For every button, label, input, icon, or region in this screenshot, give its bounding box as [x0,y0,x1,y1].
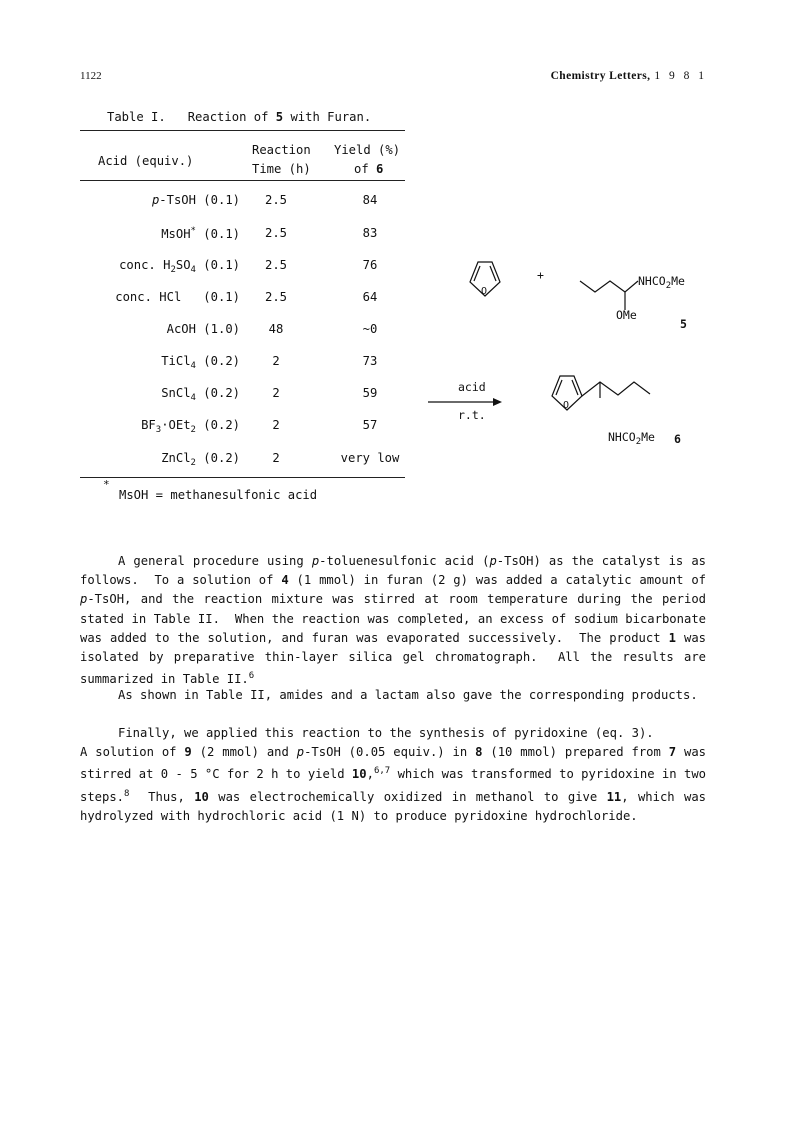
acid-cell: $BF_3\cdot OEt_2$ (0.2) [141,418,240,435]
plus-sign: + [537,268,544,282]
table-row [80,322,405,342]
table-row [80,226,405,246]
yield-cell: 76 [362,258,378,272]
acid-cell: MsOH* (0.1) [161,226,240,241]
table-caption-tail: with Furan. [290,110,372,124]
reaction-scheme [420,248,720,468]
col-header-yield-compound: 6 [376,162,384,176]
paragraph-amides: As shown in Table II, amides and a lactam also gave the corresponding products. [118,688,698,702]
yield-cell: 59 [362,386,378,400]
table-row [80,418,405,438]
acid-cell: SnCl$_4$ (0.2) [161,386,240,403]
col-header-yield-line2 [354,162,383,176]
yield-cell: ~0 [362,322,378,336]
table-top-rule [80,130,405,131]
col-header-time-line1: Reaction [252,143,311,157]
time-cell: 2.5 [264,258,287,272]
compound-5-skeleton [580,281,638,310]
col-header-yield-line1: Yield (%) [334,143,401,157]
table-row [80,354,405,374]
compound-5-nhco2me: $NHCO_2Me$ [638,274,685,291]
col-header-yield-of: of [354,162,369,176]
page-number: 1122 [80,70,102,82]
footnote-text: MsOH = methanesulfonic acid [119,488,318,502]
compound-5-ome: OMe [616,308,637,322]
table-row [80,193,405,213]
acid-cell: conc. $H_2SO_4$ (0.1) [119,258,240,275]
furan-oxygen-label: O [481,286,488,297]
compound-5-label: 5 [680,317,687,331]
table-caption-compound: 5 [275,110,284,124]
yield-cell: 57 [362,418,378,432]
yield-cell: 73 [362,354,378,368]
journal-name: Chemistry Letters, [550,70,651,82]
time-cell: 2 [272,451,280,465]
arrow-label-acid: acid [458,380,486,394]
col-header-time-line2: Time (h) [252,162,311,176]
time-cell: 2.5 [264,226,287,240]
journal-header [551,70,707,82]
yield-cell: very low [340,451,400,465]
time-cell: 2 [272,354,280,368]
compound-6-label: 6 [674,432,681,446]
time-cell: 2 [272,386,280,400]
arrow-label-rt: r.t. [458,408,486,422]
time-cell: 2 [272,418,280,432]
table-caption [107,110,371,124]
table-header-rule [80,180,405,181]
yield-cell: 83 [362,226,378,240]
journal-year: 1 9 8 1 [654,70,707,82]
acid-cell: conc. HCl (0.1) [115,290,240,304]
table-row [80,451,405,471]
product-oxygen-label: O [563,400,570,411]
table-row [80,258,405,278]
acid-cell: AcOH (1.0) [166,322,240,336]
product-skeleton [582,382,650,398]
time-cell: 2.5 [264,193,287,207]
time-cell: 48 [268,322,284,336]
yield-cell: 84 [362,193,378,207]
footnote-mark: * [103,478,110,491]
paragraph-procedure: A general procedure using p-toluenesulfonic acid (p-TsOH) as the catalyst is as follows. To a solution of 4 (1 mmol) in furan (2 g) was added a catalytic amount of p-TsOH, and the reaction mixture was stirred at room temperature during the period stated in Table II. When the reaction was completed, an excess of sodium bicarbonate was added to the solution, and furan was evaporated successively. The product 1 was isolated by preparative thin-layer silica gel chromatograph. All the results are summarized in Table II.$^6$ [80,554,707,687]
col-header-acid: Acid (equiv.) [98,154,194,168]
acid-cell: ZnCl$_2$ (0.2) [161,451,240,468]
table-caption-text: Table I. Reaction of [107,110,269,124]
yield-cell: 64 [362,290,378,304]
table-bottom-rule [80,477,405,478]
product-nhco2me: $NHCO_2Me$ [608,430,655,447]
acid-cell: p-TsOH (0.1) [151,193,240,207]
table-row [80,290,405,310]
table-row [80,386,405,406]
time-cell: 2.5 [264,290,287,304]
acid-cell: TiCl$_4$ (0.2) [161,354,240,371]
paragraph-pyridoxine: Finally, we applied this reaction to the synthesis of pyridoxine (eq. 3). A solution of 9 (2 mmol) and p-TsOH (0.05 equiv.) in 8 (10 mmol) prepared from 7 was stirred at 0 - 5 °C for 2 h to yield 10,$^{6,7}$ which was transformed to pyridoxine in two steps.$^8$ Thus, 10 was electrochemically oxidized in methanol to give 11, which was hydrolyzed with hydrochloric acid (1 N) to produce pyridoxine hydrochloride. [80,726,706,823]
